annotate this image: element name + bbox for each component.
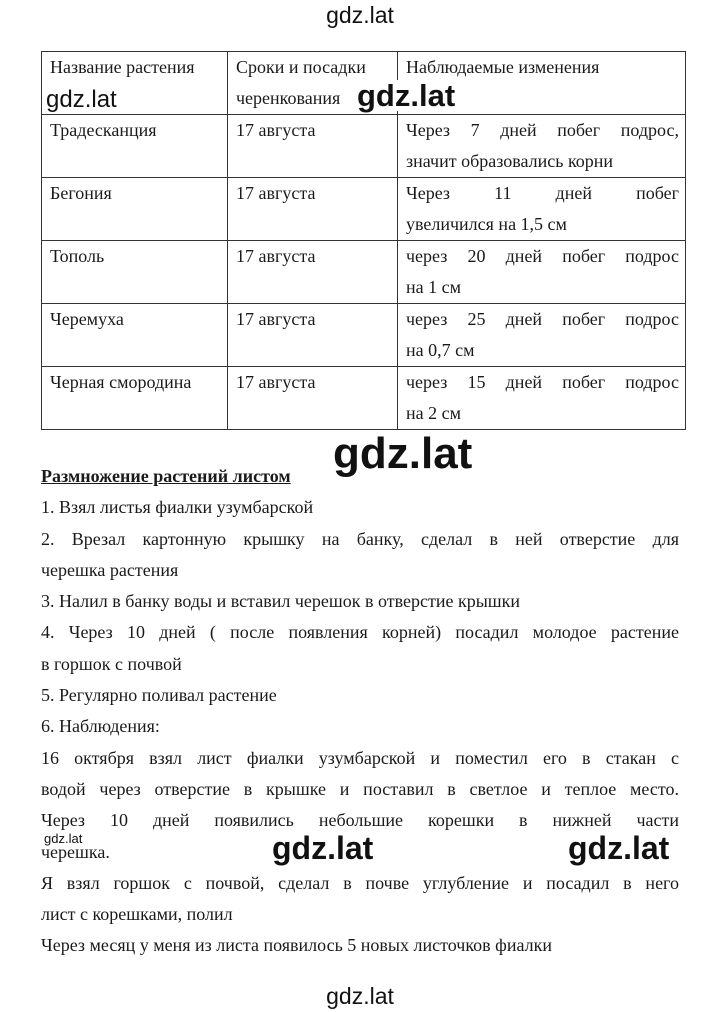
- plant-name: Черемуха: [42, 304, 228, 367]
- planting-date: 17 августа: [228, 115, 398, 178]
- watermark-table-center: gdz.lat: [357, 78, 456, 113]
- text-line: 4. Через 10 дней ( после появления корней) посадил молодое растение: [41, 622, 679, 643]
- planting-date: 17 августа: [228, 178, 398, 241]
- header-observations: Наблюдаемые изменения: [398, 52, 686, 115]
- watermark-top: gdz.lat: [326, 2, 394, 28]
- observation-line: через 25 дней побег подрос: [406, 309, 679, 329]
- text-line: Через 10 дней появились небольшие корешки в нижней части: [41, 810, 679, 831]
- planting-date: 17 августа: [228, 367, 398, 430]
- text-line: 3. Налил в банку воды и вставил черешок в отверстие крышки: [41, 591, 521, 612]
- observation-line: увеличился на 1,5 см: [406, 214, 567, 234]
- plant-name: Традесканция: [42, 115, 228, 178]
- text-line: 5. Регулярно поливал растение: [41, 685, 277, 706]
- watermark-small: gdz.lat: [44, 831, 83, 846]
- plant-name: Бегония: [42, 178, 228, 241]
- observation-line: через 20 дней побег подрос: [406, 246, 679, 266]
- table-row: [42, 304, 686, 367]
- header-dates: Сроки и посадки черенкования: [228, 52, 398, 115]
- text-line: Через месяц у меня из листа появилось 5 новых листочков фиалки: [41, 935, 552, 956]
- text-line: Я взял горшок с почвой, сделал в почве углубление и посадил в него: [41, 872, 679, 893]
- observation-line: Через 11 дней побег: [406, 183, 679, 203]
- text-line: лист с корешками, полил: [41, 904, 233, 925]
- text-line: черешка растения: [41, 559, 179, 580]
- observation-line: на 0,7 см: [406, 340, 475, 360]
- watermark-bottom: gdz.lat: [326, 983, 394, 1009]
- text-line: водой через отверстие в крышке и поставил в светлое и теплое место.: [41, 778, 679, 799]
- table-row: [42, 367, 686, 430]
- observation: [398, 304, 686, 367]
- observation-line: Через 7 дней побег подрос,: [406, 120, 679, 140]
- table-row: [42, 241, 686, 304]
- planting-date: 17 августа: [228, 304, 398, 367]
- watermark-lower-right: gdz.lat: [568, 830, 670, 866]
- observation: [398, 367, 686, 430]
- observation-line: на 1 см: [406, 277, 462, 297]
- text-line: 6. Наблюдения:: [41, 716, 160, 737]
- text-line: в горшок с почвой: [41, 653, 182, 674]
- header-plant-name: Название растения: [42, 52, 228, 115]
- observation: [398, 115, 686, 178]
- section-heading: Размножение растений листом: [41, 466, 291, 486]
- watermark-table-left: gdz.lat: [46, 86, 117, 113]
- observation: [398, 241, 686, 304]
- table-row: [42, 115, 686, 178]
- plant-name: Тополь: [42, 241, 228, 304]
- plant-name: Черная смородина: [42, 367, 228, 430]
- text-line: 1. Взял листья фиалки узумбарской: [41, 497, 314, 518]
- watermark-lower-center: gdz.lat: [272, 830, 374, 866]
- observation-line: на 2 см: [406, 403, 462, 423]
- observation-line: значит образовались корни: [406, 151, 614, 171]
- text-line: 16 октября взял лист фиалки узумбарской и поместил его в стакан с: [41, 747, 679, 768]
- text-line: черешка.: [41, 841, 110, 862]
- watermark-section: gdz.lat: [330, 432, 475, 476]
- planting-date: 17 августа: [228, 241, 398, 304]
- text-line: 2. Врезал картонную крышку на банку, сделал в ней отверстие для: [41, 528, 679, 549]
- table-row: [42, 178, 686, 241]
- observation: [398, 178, 686, 241]
- observation-line: через 15 дней побег подрос: [406, 372, 679, 392]
- section-body: [41, 461, 679, 962]
